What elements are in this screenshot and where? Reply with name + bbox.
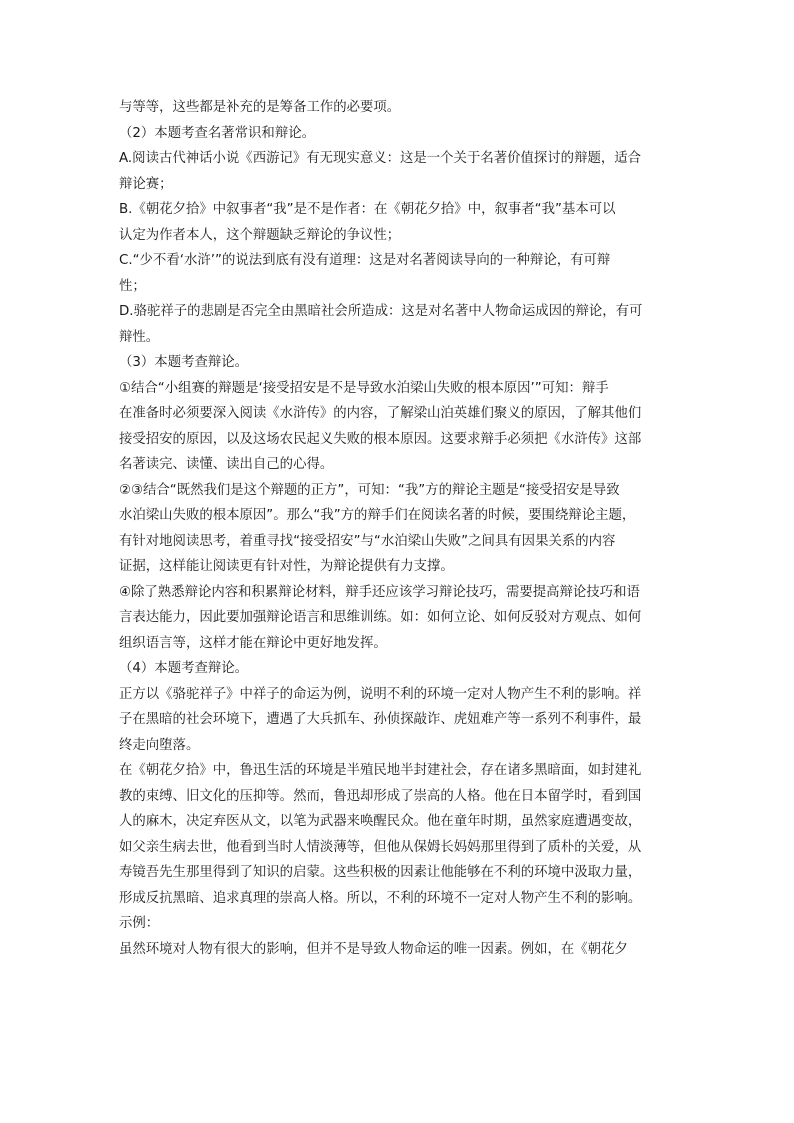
example-label: 示例： xyxy=(119,916,160,931)
section-heading: （2）本题考查名著常识和辩论。 xyxy=(119,125,315,141)
text-line: A.阅读古代神话小说《西游记》有无现实意义：这是一个关于名著价值探讨的辩题，适合 xyxy=(119,151,642,166)
text-line: 人的麻木，决定弃医从文，以笔为武器来唤醒民众。他在童年时期，虽然家庭遭遇变故， xyxy=(119,814,642,829)
text-line: 形成反抗黑暗、追求真理的崇高人格。所以，不利的环境不一定对人物产生不利的影响。 xyxy=(119,890,642,906)
section-heading: （3）本题考查辩论。 xyxy=(119,355,249,370)
text-line: 水泊梁山失败的根本原因”。那么“我”方的辩手们在阅读名著的时候，要围绕辩论主题， xyxy=(119,508,636,523)
text-line: 接受招安的原因，以及这场农民起义失败的根本原因。这要求辩手必须把《水浒传》这部 xyxy=(119,431,642,447)
text-line: 与等等，这些都是补充的是筹备工作的必要项。 xyxy=(119,100,401,115)
text-line: 证据，这样能让阅读更有针对性，为辩论提供有力支撑。 xyxy=(119,559,454,574)
text-line: 正方以《骆驼祥子》中祥子的命运为例，说明不利的环境一定对人物产生不利的影响。祥 xyxy=(119,686,642,702)
text-line: 认定为作者本人，这个辩题缺乏辩论的争议性； xyxy=(119,227,401,243)
text-line: ②③结合“既然我们是这个辩题的正方”，可知：“我”方的辩论主题是“接受招安是导致 xyxy=(119,482,620,498)
text-line: 组织语言等，这样才能在辩论中更好地发挥。 xyxy=(119,635,387,651)
section-heading: （4）本题考查辩论。 xyxy=(119,661,249,676)
text-line: 如父亲生病去世，他看到当时人情淡薄等，但他从保姆长妈妈那里得到了质朴的关爱，从 xyxy=(119,839,642,855)
text-line: D.骆驼祥子的悲剧是否完全由黑暗社会所造成：这是对名著中人物命运成因的辩论，有可 xyxy=(119,304,643,319)
text-line: 辩性。 xyxy=(119,329,160,345)
text-line: 在《朝花夕拾》中，鲁迅生活的环境是半殖民地半封建社会，存在诸多黑暗面，如封建礼 xyxy=(119,763,642,778)
text-line: 教的束缚、旧文化的压抑等。然而，鲁迅却形成了崇高的人格。他在日本留学时，看到国 xyxy=(119,788,642,804)
text-line: ④除了熟悉辩论内容和积累辩论材料，辩手还应该学习辩论技巧，需要提高辩论技巧和语 xyxy=(119,584,640,600)
text-line: 名著读完、读懂、读出自己的心得。 xyxy=(119,457,334,472)
text-line: C.“少不看‘水浒’”的说法到底有没有道理：这是对名著阅读导向的一种辩论，有可辩 xyxy=(119,253,611,268)
text-line: 终走向堕落。 xyxy=(119,737,200,753)
text-line: 子在黑暗的社会环境下，遭遇了大兵抓车、孙侦探敲诈、虎妞难产等一系列不利事件，最 xyxy=(119,712,642,727)
text-line: 言表达能力，因此要加强辩论语言和思维训练。如：如何立论、如何反驳对方观点、如何 xyxy=(119,610,642,625)
text-line: 辩论赛； xyxy=(119,176,173,192)
text-line: 有针对地阅读思考，着重寻找“接受招安”与“水泊梁山失败”之间具有因果关系的内容 xyxy=(119,533,616,549)
text-line: 虽然环境对人物有很大的影响，但并不是导致人物命运的唯一因素。例如，在《朝花夕 xyxy=(119,941,628,957)
text-line: 在准备时必须要深入阅读《水浒传》的内容，了解梁山泊英雄们聚义的原因，了解其他们 xyxy=(119,406,642,421)
text-line: 性； xyxy=(119,278,146,294)
text-line: ①结合“小组赛的辩题是‘接受招安是不是导致水泊梁山失败的根本原因’”可知：辩手 xyxy=(119,380,609,396)
document-body xyxy=(119,95,676,962)
text-line: 寿镜吾先生那里得到了知识的启蒙。这些积极的因素让他能够在不利的环境中汲取力量， xyxy=(119,865,642,880)
text-line: B.《朝花夕拾》中叙事者“我”是不是作者：在《朝花夕拾》中，叙事者“我”基本可以 xyxy=(119,202,616,217)
